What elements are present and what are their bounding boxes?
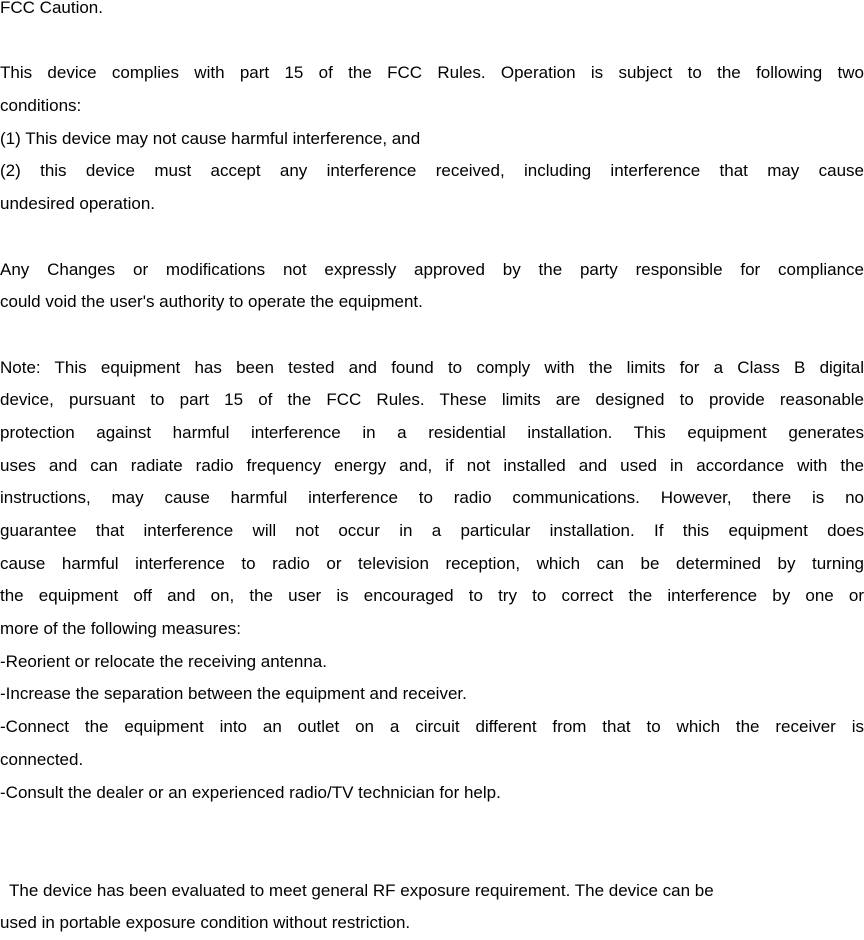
note-line: uses and can radiate radio frequency energy and, if not installed and used in accordance with the <box>0 455 864 475</box>
condition-1: (1) This device may not cause harmful interference, and <box>0 128 421 148</box>
modifications-line: could void the user's authority to operate the equipment. <box>0 292 423 312</box>
spacer <box>0 221 864 254</box>
note-line: device, pursuant to part 15 of the FCC Rules. These limits are designed to provide reasonable <box>0 390 864 410</box>
spacer <box>0 319 864 352</box>
note-line: Note: This equipment has been tested and found to comply with the limits for a Class B digital <box>0 357 864 377</box>
spacer <box>0 809 864 842</box>
note-line: more of the following measures: <box>0 619 241 639</box>
measure-item-continued: connected. <box>0 749 84 769</box>
compliance-line: This device complies with part 15 of the FCC Rules. Operation is subject to the following two <box>0 63 864 83</box>
note-line: cause harmful interference to radio or television reception, which can be determined by turning <box>0 553 864 573</box>
rf-exposure-line: used in portable exposure condition without restriction. <box>0 913 411 933</box>
measure-item: -Connect the equipment into an outlet on a circuit different from that to which the receiver is <box>0 717 864 737</box>
modifications-line: Any Changes or modifications not expressly approved by the party responsible for compliance <box>0 259 864 279</box>
condition-2-continued: undesired operation. <box>0 194 156 214</box>
condition-2: (2) this device must accept any interference received, including interference that may cause <box>0 161 864 181</box>
note-line: the equipment off and on, the user is encouraged to try to correct the interference by one or <box>0 586 864 606</box>
spacer <box>0 842 864 875</box>
compliance-line: conditions: <box>0 96 82 116</box>
note-line: instructions, may cause harmful interference to radio communications. However, there is no <box>0 488 864 508</box>
document-heading: FCC Caution. <box>0 0 103 17</box>
spacer <box>0 25 864 58</box>
rf-exposure-line: The device has been evaluated to meet general RF exposure requirement. The device can be <box>9 880 714 900</box>
note-line: guarantee that interference will not occur in a particular installation. If this equipment does <box>0 521 864 540</box>
measure-item: -Reorient or relocate the receiving antenna. <box>0 651 327 671</box>
note-line: protection against harmful interference in a residential installation. This equipment generates <box>0 422 864 442</box>
measure-item: -Increase the separation between the equipment and receiver. <box>0 684 467 704</box>
measure-item: -Consult the dealer or an experienced radio/TV technician for help. <box>0 782 501 802</box>
